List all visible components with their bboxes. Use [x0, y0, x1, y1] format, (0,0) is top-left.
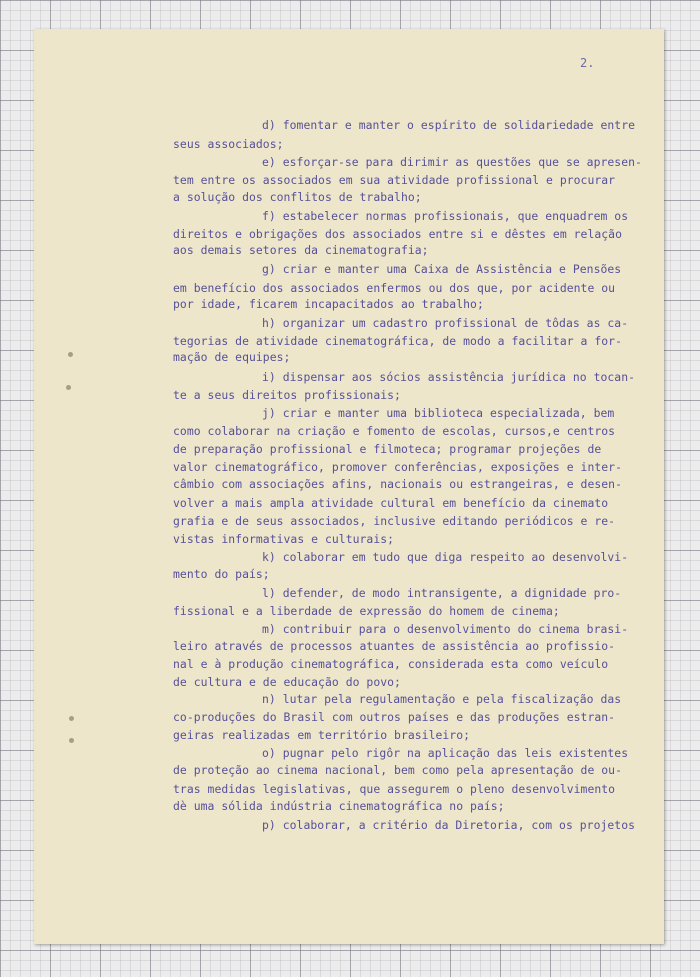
text-line: direitos e obrigações dos associados entre si e dêstes em relação	[173, 227, 623, 241]
text-line: de cultura e de educação do povo;	[173, 675, 401, 689]
text-line: f) estabelecer normas profissionais, que enquadrem os	[262, 209, 629, 223]
text-line: h) organizar um cadastro profissional de tôdas as ca-	[262, 316, 629, 330]
text-line: de preparação profissional e filmoteca; programar projeções de	[173, 442, 602, 456]
text-line: mento do país;	[173, 567, 270, 581]
text-line: tem entre os associados em sua atividade profissional e procurar	[173, 173, 616, 187]
text-line: aos demais setores da cinematografia;	[173, 243, 429, 257]
text-line: em benefício dos associados enfermos ou dos que, por acidente ou	[173, 281, 616, 295]
text-line: mação de equipes;	[173, 350, 291, 364]
text-line: por idade, ficarem incapacitados ao trabalho;	[173, 297, 484, 311]
text-line: j) criar e manter uma biblioteca especializada, bem	[262, 406, 615, 420]
text-line: i) dispensar aos sócios assistência jurídica no tocan-	[262, 370, 636, 384]
page-number: 2.	[580, 56, 595, 70]
text-line: k) colaborar em tudo que diga respeito ao desenvolvi-	[262, 550, 629, 564]
text-line: geiras realizadas em território brasileiro;	[173, 728, 471, 742]
text-line: a solução dos conflitos de trabalho;	[173, 190, 422, 204]
text-line: m) contribuir para o desenvolvimento do cinema brasi-	[262, 622, 629, 636]
text-line: l) defender, de modo intransigente, a dignidade pro-	[262, 586, 622, 600]
text-line: n) lutar pela regulamentação e pela fiscalização das	[262, 692, 622, 706]
text-line: leiro através de processos atuantes de assistência ao profissio-	[173, 639, 616, 653]
punch-hole-mark	[69, 716, 74, 721]
text-line: p) colaborar, a critério da Diretoria, com os projetos	[262, 818, 636, 832]
text-line: tegorias de atividade cinematográfica, de modo a facilitar a for-	[173, 334, 623, 348]
text-line: volver a mais ampla atividade cultural em benefício da cinemato	[173, 496, 609, 510]
text-line: g) criar e manter uma Caixa de Assistência e Pensões	[262, 262, 622, 276]
text-line: co-produções do Brasil com outros países e das produções estran-	[173, 710, 616, 724]
text-line: valor cinematográfico, promover conferências, exposições e inter-	[173, 460, 623, 474]
text-line: como colaborar na criação e fomento de escolas, cursos,e centros	[173, 424, 616, 438]
text-line: nal e à produção cinematográfica, considerada esta como veículo	[173, 657, 609, 671]
text-line: câmbio com associações afins, nacionais ou estrangeiras, e desen-	[173, 477, 623, 491]
text-line: d) fomentar e manter o espírito de solidariedade entre	[262, 118, 636, 132]
punch-hole-mark	[69, 738, 74, 743]
punch-hole-mark	[66, 385, 71, 390]
text-line: te a seus direitos profissionais;	[173, 388, 401, 402]
text-line: fissional e a liberdade de expressão do homem de cinema;	[173, 604, 560, 618]
text-line: e) esforçar-se para dirimir as questões que se apresen-	[262, 155, 642, 169]
text-line: tras medidas legislativas, que assegurem o pleno desenvolvimento	[173, 782, 616, 796]
text-line: o) pugnar pelo rigôr na aplicação das leis existentes	[262, 746, 629, 760]
text-line: dè uma sólida indústria cinematográfica no país;	[173, 799, 505, 813]
text-line: grafia e de seus associados, inclusive editando periódicos e re-	[173, 514, 616, 528]
punch-hole-mark	[68, 352, 73, 357]
text-line: seus associados;	[173, 137, 284, 151]
text-line: vistas informativas e culturais;	[173, 532, 395, 546]
text-line: de proteção ao cinema nacional, bem como pela apresentação de ou-	[173, 763, 623, 777]
